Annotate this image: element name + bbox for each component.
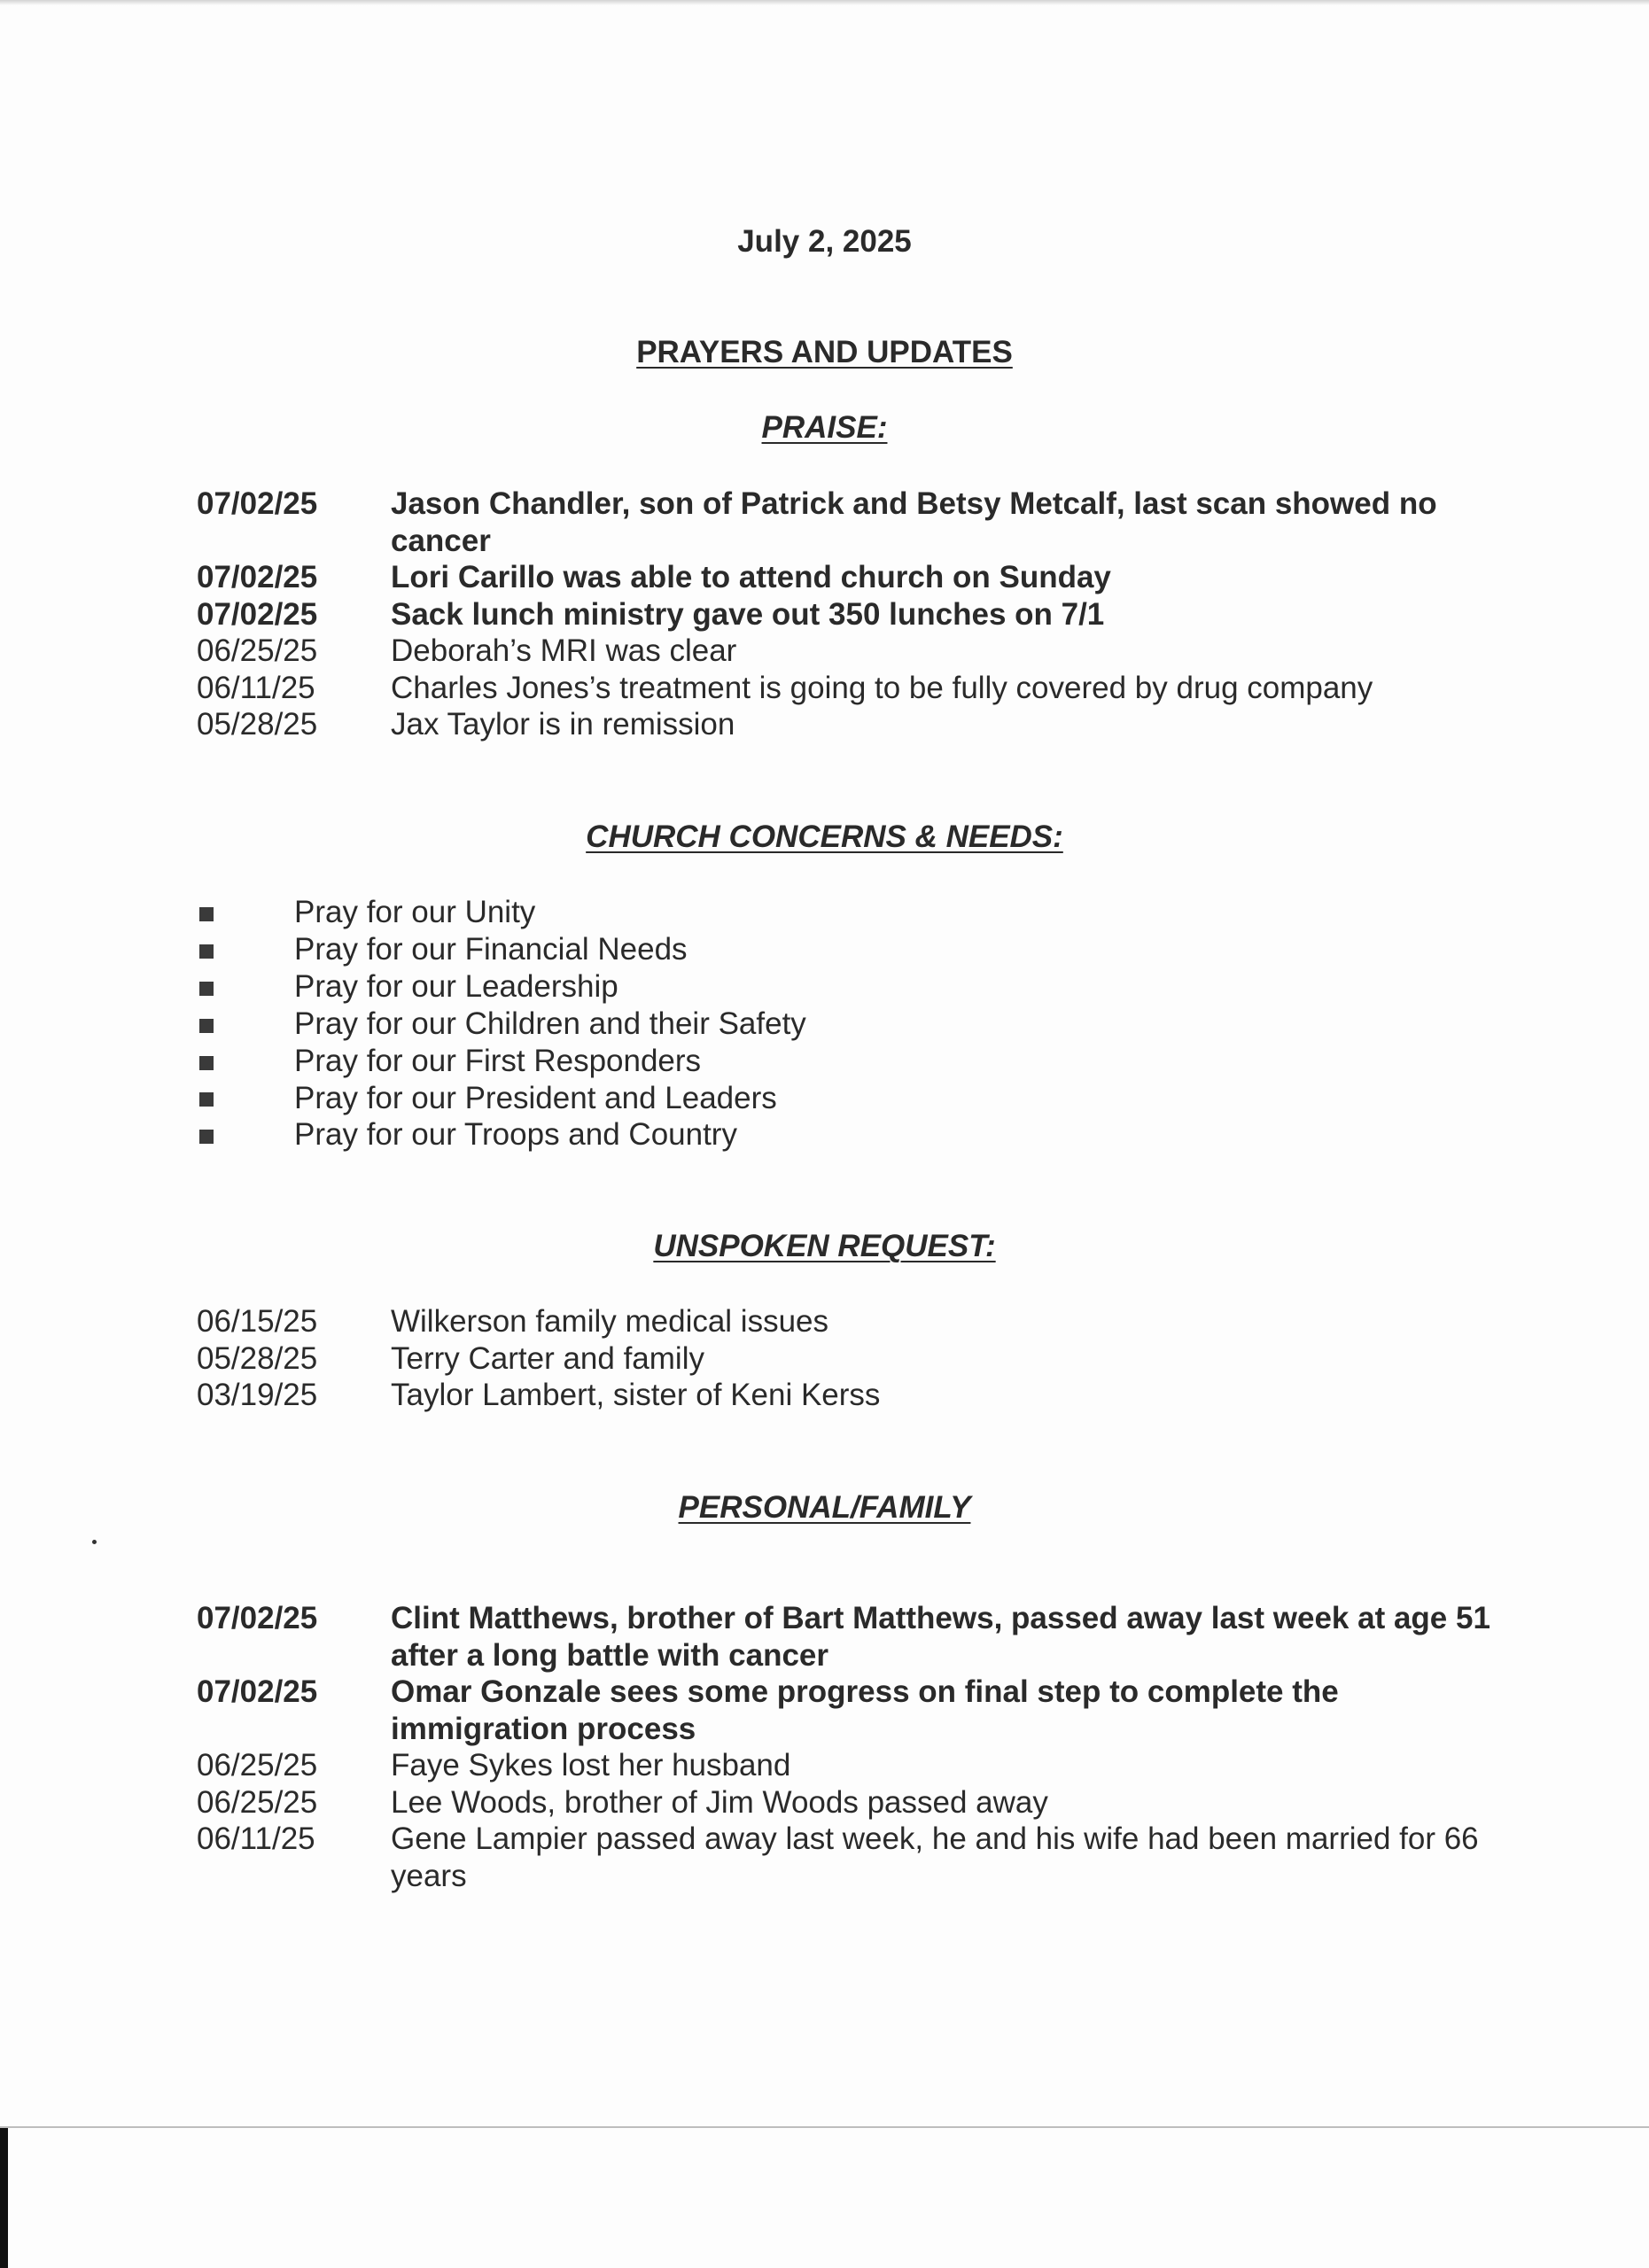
entry-date: 06/25/25 [197,633,318,668]
entry-date: 07/02/25 [197,596,318,632]
entry-text: Lori Carillo was able to attend church on Sunday [391,560,1111,594]
list-item-text: Pray for our Financial Needs [294,931,688,967]
entry-text: Lee Woods, brother of Jim Woods passed away [391,1784,1048,1820]
entry-text: Jax Taylor is in remission [391,707,735,742]
church-concerns-heading: CHURCH CONCERNS & NEEDS: [586,819,1063,854]
personal-family-heading: PERSONAL/FAMILY [678,1490,971,1525]
list-item [199,894,1351,931]
bullet-square-icon [199,1130,214,1144]
unspoken-entry [197,1340,1508,1378]
entry-date: 07/02/25 [197,486,318,521]
personal-entry [197,1821,1508,1894]
entry-date: 07/02/25 [197,560,318,594]
document-date: July 2, 2025 [737,224,912,259]
list-item [199,1043,1351,1080]
entry-date: 06/11/25 [197,1821,315,1856]
bullet-square-icon [199,1056,214,1070]
praise-heading: PRAISE: [761,410,888,445]
list-item [199,1006,1351,1043]
list-item-text: Pray for our First Responders [294,1043,702,1078]
main-heading: PRAYERS AND UPDATES [636,335,1013,369]
entry-date: 03/19/25 [197,1378,318,1412]
praise-entry [197,633,1508,670]
list-item [199,968,1351,1006]
unspoken-list [197,1303,1508,1414]
bullet-square-icon [199,1092,214,1107]
list-item-text: Pray for our Unity [294,895,536,929]
personal-family-list [197,1600,1508,1894]
entry-text: Deborah’s MRI was clear [391,633,737,668]
entry-date: 05/28/25 [197,1340,318,1376]
entry-date: 06/25/25 [197,1784,318,1820]
scan-edge-bar [0,2128,8,2268]
list-item [199,931,1351,968]
personal-entry [197,1747,1508,1784]
praise-entry [197,559,1508,596]
unspoken-heading: UNSPOKEN REQUEST: [653,1229,996,1263]
personal-entry [197,1600,1508,1674]
list-item [199,1080,1351,1117]
scan-top-edge [0,0,1649,5]
entry-text: Taylor Lambert, sister of Keni Kerss [391,1378,881,1412]
list-item [199,1116,1351,1153]
bullet-square-icon [199,944,214,959]
praise-entry [197,706,1508,743]
list-item-text: Pray for our President and Leaders [294,1080,777,1115]
bullet-square-icon [199,1019,214,1033]
church-concerns-list [199,894,1351,1153]
bullet-square-icon [199,982,214,996]
scan-divider-line [0,2126,1649,2128]
praise-entry [197,670,1508,707]
list-item-text: Pray for our Leadership [294,968,618,1004]
unspoken-entry [197,1377,1508,1414]
entry-text: Sack lunch ministry gave out 350 lunches on 7/1 [391,596,1105,632]
entry-text: Gene Lampier passed away last week, he and his wife had been married for 66 years [391,1821,1479,1893]
praise-list [197,485,1508,743]
entry-date: 05/28/25 [197,707,318,742]
scan-speck [92,1540,97,1544]
entry-date: 07/02/25 [197,1601,318,1635]
entry-text: Faye Sykes lost her husband [391,1748,791,1783]
entry-text: Wilkerson family medical issues [391,1304,829,1339]
personal-entry [197,1674,1508,1747]
unspoken-entry [197,1303,1508,1340]
entry-date: 06/11/25 [197,670,315,705]
entry-date: 06/25/25 [197,1748,318,1783]
entry-text: Terry Carter and family [391,1340,704,1376]
entry-date: 06/15/25 [197,1304,318,1339]
entry-text: Clint Matthews, brother of Bart Matthews, passed away last week at age 51 after a long battle with cancer [391,1601,1490,1673]
bullet-square-icon [199,907,214,921]
entry-text: Charles Jones’s treatment is going to be fully covered by drug company [391,670,1373,705]
entry-text: Jason Chandler, son of Patrick and Betsy Metcalf, last scan showed no cancer [391,486,1437,558]
praise-entry [197,596,1508,633]
entry-date: 07/02/25 [197,1674,318,1709]
entry-text: Omar Gonzale sees some progress on final step to complete the immigration process [391,1674,1339,1746]
personal-entry [197,1784,1508,1821]
list-item-text: Pray for our Children and their Safety [294,1006,806,1041]
list-item-text: Pray for our Troops and Country [294,1117,737,1153]
praise-entry [197,485,1508,559]
